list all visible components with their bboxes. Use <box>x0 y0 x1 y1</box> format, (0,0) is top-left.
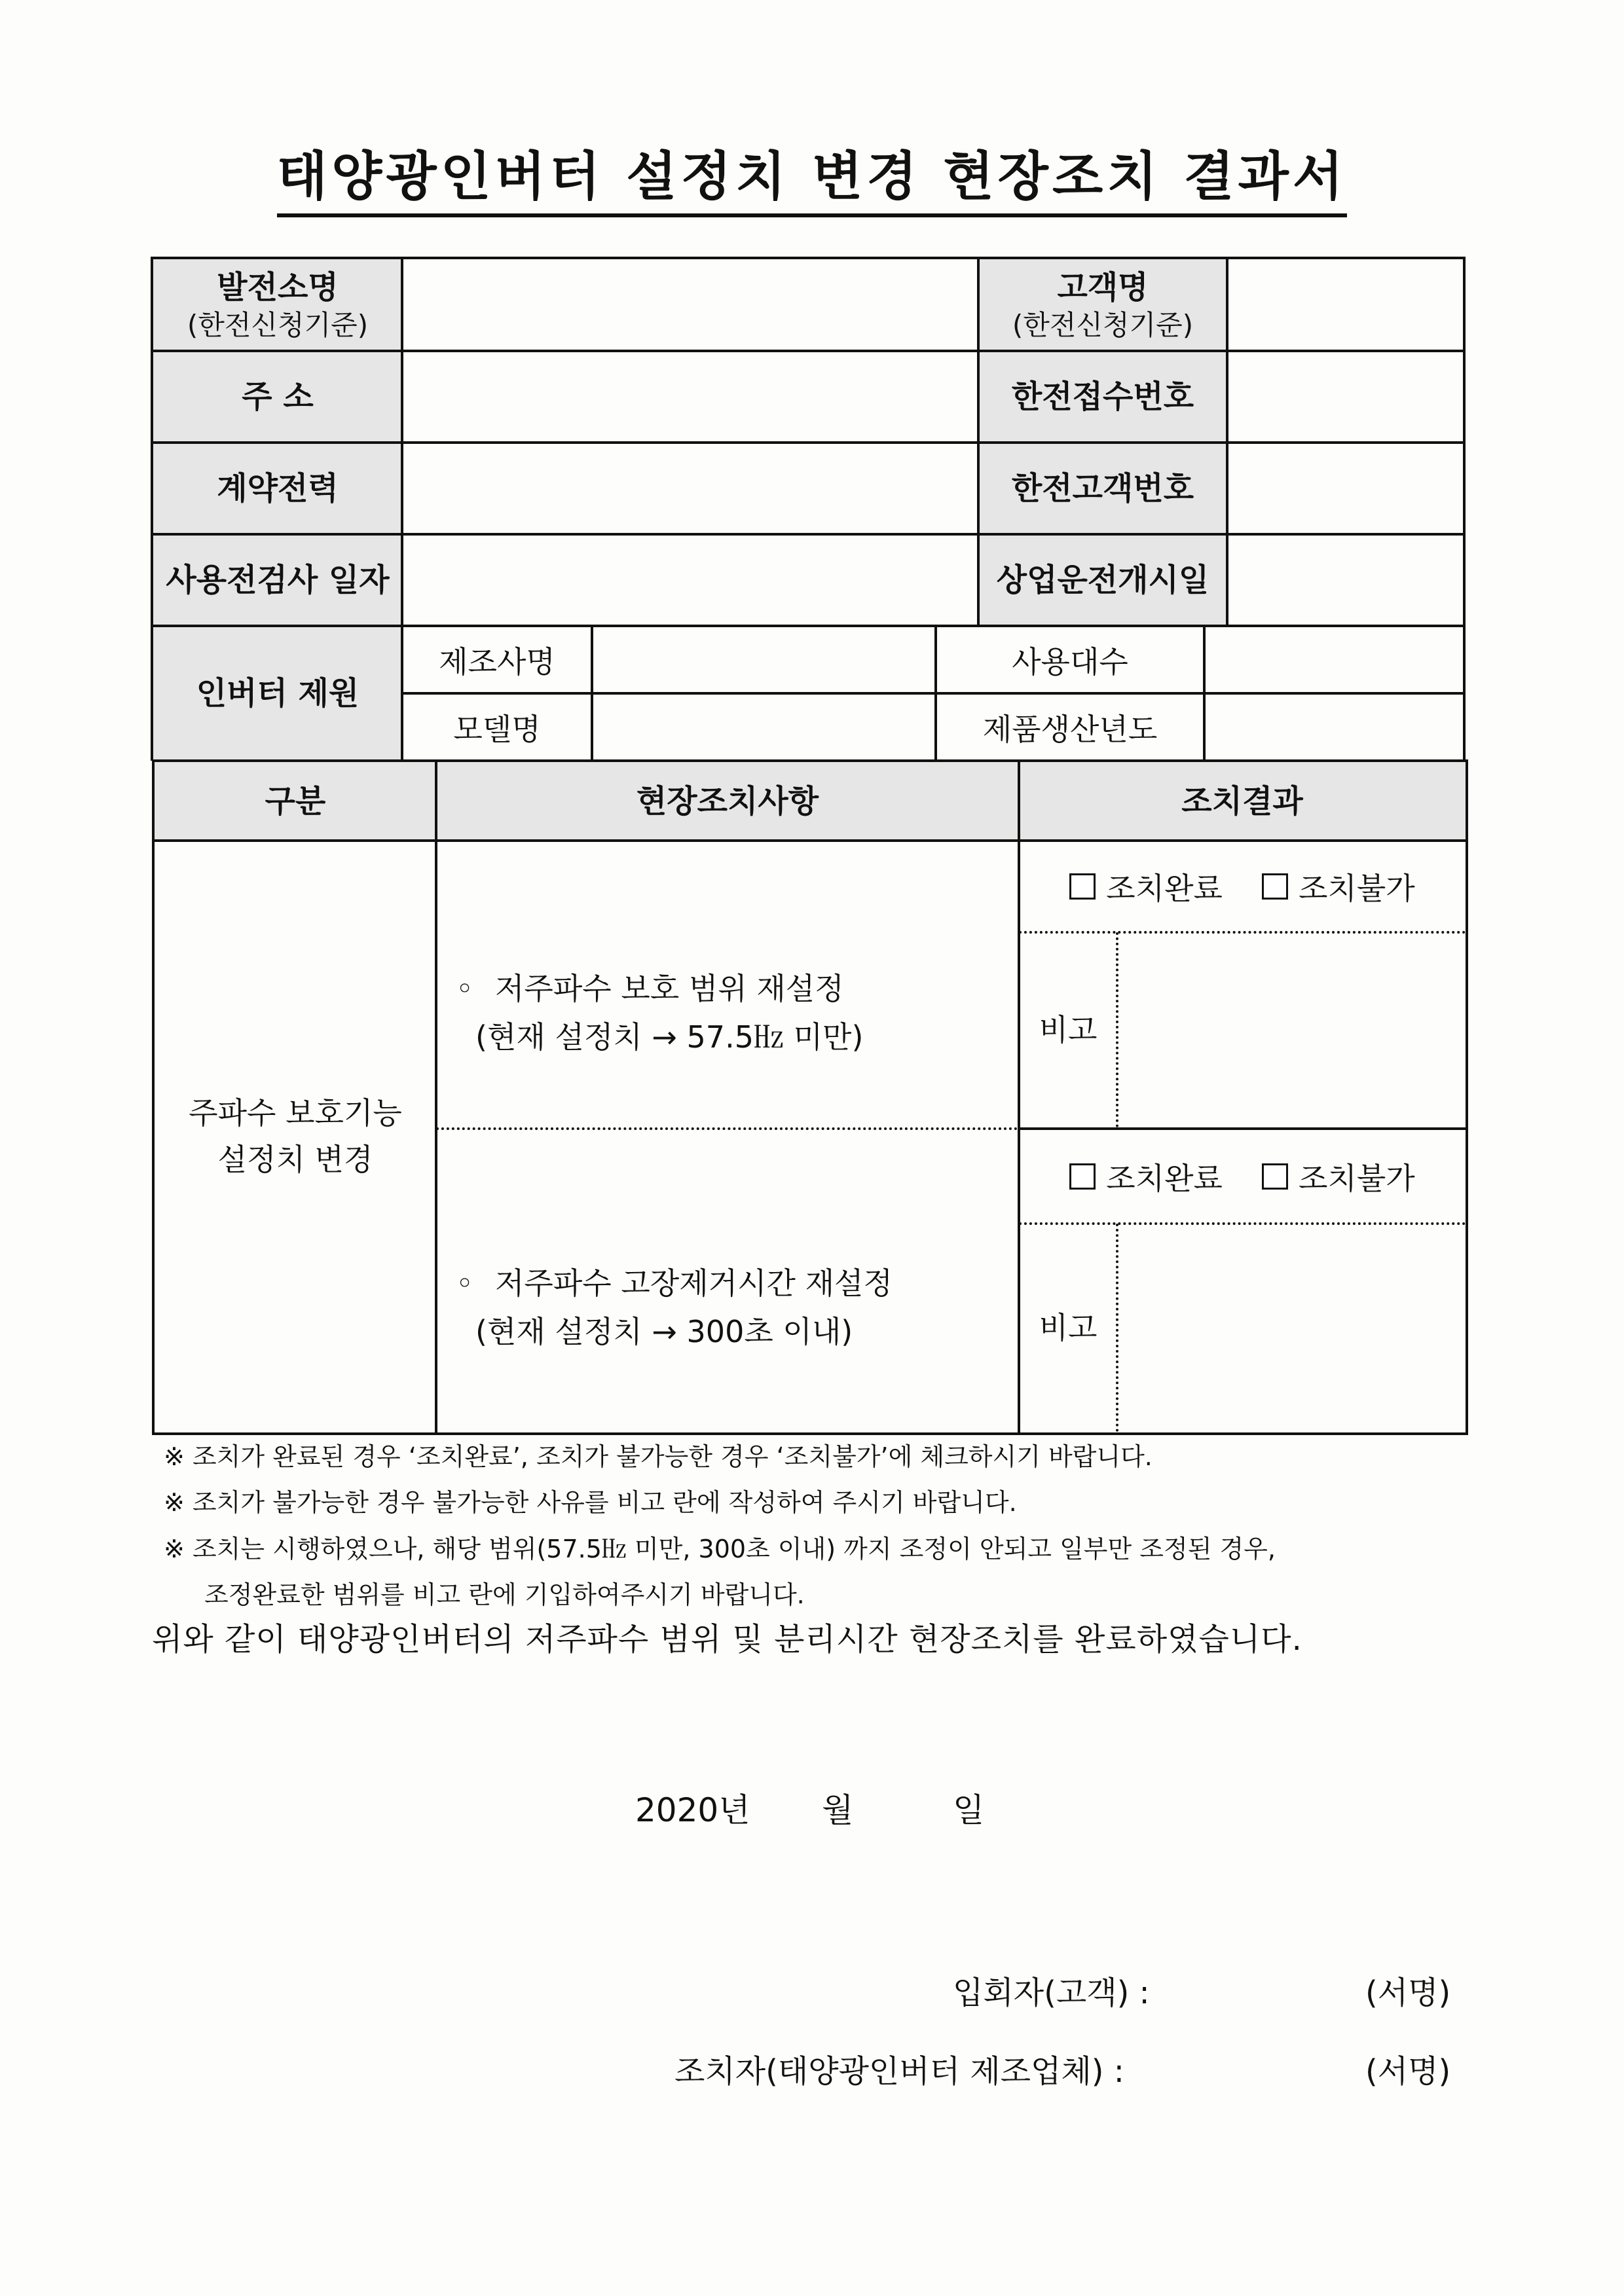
fail-checkbox-1[interactable]: 조치불가 <box>1262 865 1415 908</box>
production-year-field[interactable] <box>1204 693 1463 761</box>
plant-name-field[interactable] <box>402 259 978 351</box>
commercial-start-label: 상업운전개시일 <box>978 534 1227 626</box>
remark-field-2[interactable] <box>1118 1225 1463 1430</box>
commercial-start-field[interactable] <box>1227 534 1463 626</box>
customer-name-label: 고객명 (한전신청기준) <box>978 259 1227 351</box>
kepco-customer-no-field[interactable] <box>1227 443 1463 534</box>
grid-line <box>401 259 403 761</box>
checkbox-icon[interactable] <box>1069 873 1096 900</box>
dotted-divider <box>436 1127 1018 1130</box>
notes <box>164 1434 1276 1618</box>
grid-line <box>1203 626 1206 761</box>
grid-line <box>153 350 1463 352</box>
inverter-spec-label: 인버터 제원 <box>153 626 402 761</box>
done-checkbox-2[interactable]: 조치완료 <box>1069 1155 1223 1198</box>
inspection-date-field[interactable] <box>402 534 978 626</box>
grid-line <box>1018 762 1020 1432</box>
grid-line <box>153 441 1463 444</box>
manufacturer-field[interactable] <box>592 626 936 693</box>
note-2: ※ 조치가 불가능한 경우 불가능한 사유를 비고 란에 작성하여 주시기 바랍니다. <box>164 1488 1017 1518</box>
grid-line <box>435 762 437 1432</box>
note-3: ※ 조치는 시행하였으나, 해당 범위(57.5㎐ 미만, 300초 이내) 까지 조정이 안되고 일부만 조정된 경우, <box>164 1534 1276 1563</box>
checkbox-icon[interactable] <box>1069 1163 1096 1190</box>
checkbox-icon[interactable] <box>1262 873 1288 900</box>
witness-label: 입회자(고객) : <box>953 1975 1150 2011</box>
kepco-receipt-no-field[interactable] <box>1227 351 1463 443</box>
remark-label-1: 비고 <box>1039 1012 1098 1048</box>
kepco-customer-no-label: 한전고객번호 <box>978 443 1227 534</box>
done-checkbox-1[interactable]: 조치완료 <box>1069 865 1223 908</box>
col-result-header: 조치결과 <box>1019 762 1466 841</box>
dotted-divider <box>1019 931 1466 934</box>
grid-line <box>402 692 1463 695</box>
contract-power-field[interactable] <box>402 443 978 534</box>
operator-label: 조치자(태양광인버터 제조업체) : <box>674 2053 1124 2090</box>
grid-line <box>153 625 1463 627</box>
dotted-divider <box>1116 932 1118 1127</box>
manufacturer-label: 제조사명 <box>402 626 592 693</box>
units-label: 사용대수 <box>936 626 1204 693</box>
grid-line <box>1226 259 1228 626</box>
col-actions-header: 현장조치사항 <box>436 762 1019 841</box>
declaration: 위와 같이 태양광인버터의 저주파수 범위 및 분리시간 현장조치를 완료하였습니다. <box>152 1621 1302 1658</box>
info-table <box>151 257 1466 761</box>
action-table <box>152 759 1468 1435</box>
inspection-date-label: 사용전검사 일자 <box>153 534 402 626</box>
plant-name-label: 발전소명 (한전신청기준) <box>153 259 402 351</box>
model-field[interactable] <box>592 693 936 761</box>
dotted-divider <box>1116 1224 1118 1432</box>
action-item-1: ◦ 저주파수 보호 범위 재설정 (현재 설정치 → 57.5㎐ 미만) <box>456 971 864 1055</box>
grid-line <box>591 626 593 761</box>
remark-field-1[interactable] <box>1118 934 1463 1127</box>
model-label: 모델명 <box>402 693 592 761</box>
address-label: 주 소 <box>153 351 402 443</box>
customer-name-field[interactable] <box>1227 259 1463 351</box>
remark-label-2: 비고 <box>1039 1310 1098 1346</box>
note-3-continued: 조정완료한 범위를 비고 란에 기입하여주시기 바랍니다. <box>204 1580 805 1609</box>
category-cell: 주파수 보호기능 설정치 변경 <box>189 1095 402 1177</box>
grid-line <box>1019 1127 1466 1130</box>
units-field[interactable] <box>1204 626 1463 693</box>
operator-signature[interactable]: (서명) <box>1365 2053 1451 2090</box>
grid-line <box>155 839 1466 842</box>
dotted-divider <box>1019 1222 1466 1225</box>
grid-line <box>934 626 937 761</box>
result-check-2 <box>1019 1129 1466 1224</box>
result-check-1 <box>1019 841 1466 932</box>
date-day: 일 <box>953 1791 985 1829</box>
kepco-receipt-no-label: 한전접수번호 <box>978 351 1227 443</box>
document-title: 태양광인버터 설정치 변경 현장조치 결과서 <box>0 134 1624 210</box>
col-category-header: 구분 <box>155 762 436 841</box>
fail-checkbox-2[interactable]: 조치불가 <box>1262 1155 1415 1198</box>
grid-line <box>153 533 1463 536</box>
address-field[interactable] <box>402 351 978 443</box>
contract-power-label: 계약전력 <box>153 443 402 534</box>
checkbox-icon[interactable] <box>1262 1163 1288 1190</box>
note-1: ※ 조치가 완료된 경우 ‘조치완료’, 조치가 불가능한 경우 ‘조치불가’에 체크하시기 바랍니다. <box>164 1442 1153 1471</box>
grid-line <box>977 259 980 626</box>
production-year-label: 제품생산년도 <box>936 693 1204 761</box>
witness-signature[interactable]: (서명) <box>1365 1975 1451 2011</box>
action-item-2: ◦ 저주파수 고장제거시간 재설정 (현재 설정치 → 300초 이내) <box>456 1266 893 1349</box>
date-month: 월 <box>822 1791 854 1829</box>
date-year: 2020년 <box>635 1791 750 1829</box>
